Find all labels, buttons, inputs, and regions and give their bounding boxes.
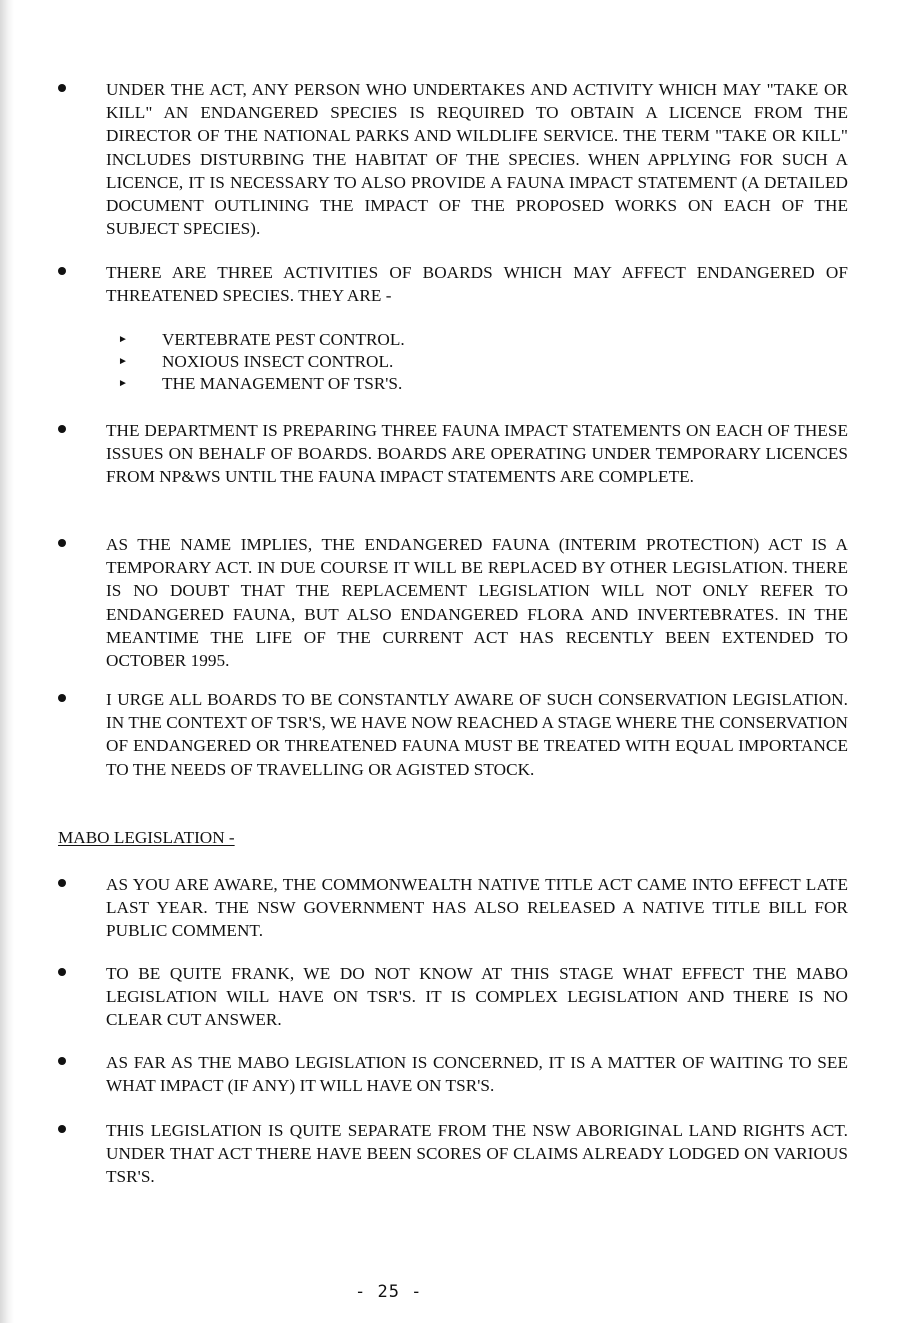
bullet-text: THERE ARE THREE ACTIVITIES OF BOARDS WHICH MAY AFFECT ENDANGERED OF THREATENED SPECIES. THEY ARE -: [106, 263, 848, 306]
bullet-text: THE DEPARTMENT IS PREPARING THREE FAUNA IMPACT STATEMENTS ON EACH OF THESE ISSUES ON BEHALF OF BOARDS. BOARDS ARE OPERATING UNDER TEMPORARY LICENCES FROM NP&WS UNTIL THE FAUNA IMPACT STATEMENTS ARE COMPLETE.: [106, 421, 848, 487]
arrow-right-icon: ►: [118, 356, 128, 367]
bullet-item: [58, 1119, 848, 1189]
sub-list: [118, 329, 618, 395]
bullet-item: [58, 962, 848, 1032]
bullet-dot-icon: [58, 1125, 66, 1133]
bullet-dot-icon: [58, 694, 66, 702]
section-heading: MABO LEGISLATION -: [58, 828, 235, 847]
bullet-text: I URGE ALL BOARDS TO BE CONSTANTLY AWARE OF SUCH CONSERVATION LEGISLATION. IN THE CONTEXT OF TSR'S, WE HAVE NOW REACHED A STAGE WHERE THE CONSERVATION OF ENDANGERED OR THREATENED FAUNA MUST BE TREATED WITH EQUAL IMPORTANCE TO THE NEEDS OF TRAVELLING OR AGISTED STOCK.: [106, 690, 848, 779]
sub-list-item: [118, 329, 618, 351]
bullet-dot-icon: [58, 267, 66, 275]
arrow-right-icon: ►: [118, 378, 128, 389]
bullet-dot-icon: [58, 879, 66, 887]
bullet-item: [58, 1051, 848, 1099]
sub-list-item: [118, 351, 618, 373]
bullet-dot-icon: [58, 425, 66, 433]
bullet-text: TO BE QUITE FRANK, WE DO NOT KNOW AT THIS STAGE WHAT EFFECT THE MABO LEGISLATION WILL HAVE ON TSR'S. IT IS COMPLEX LEGISLATION AND THERE IS NO CLEAR CUT ANSWER.: [106, 964, 848, 1030]
sub-list-item-text: VERTEBRATE PEST CONTROL.: [162, 330, 405, 349]
bullet-item: [58, 261, 848, 309]
bullet-dot-icon: [58, 539, 66, 547]
bullet-dot-icon: [58, 968, 66, 976]
bullet-item: [58, 419, 848, 513]
page-number: - 25 -: [355, 1282, 423, 1302]
bullet-text: AS YOU ARE AWARE, THE COMMONWEALTH NATIVE TITLE ACT CAME INTO EFFECT LATE LAST YEAR. THE NSW GOVERNMENT HAS ALSO RELEASED A NATIVE TITLE BILL FOR PUBLIC COMMENT.: [106, 875, 848, 941]
bullet-item: [58, 688, 848, 804]
arrow-right-icon: ►: [118, 334, 128, 345]
bullet-text: AS FAR AS THE MABO LEGISLATION IS CONCERNED, IT IS A MATTER OF WAITING TO SEE WHAT IMPACT (IF ANY) IT WILL HAVE ON TSR'S.: [106, 1053, 848, 1096]
bullet-dot-icon: [58, 84, 66, 92]
sub-list-item-text: NOXIOUS INSECT CONTROL.: [162, 352, 394, 371]
sub-list-item: [118, 373, 618, 395]
bullet-text: UNDER THE ACT, ANY PERSON WHO UNDERTAKES AND ACTIVITY WHICH MAY "TAKE OR KILL" AN ENDANGERED SPECIES IS REQUIRED TO OBTAIN A LICENCE FROM THE DIRECTOR OF THE NATIONAL PARKS AND WILDLIFE SERVICE. THE TERM "TAKE OR KILL" INCLUDES DISTURBING THE HABITAT OF THE SPECIES. WHEN APPLYING FOR SUCH A LICENCE, IT IS NECESSARY TO ALSO PROVIDE A FAUNA IMPACT STATEMENT (A DETAILED DOCUMENT OUTLINING THE IMPACT OF THE PROPOSED WORKS ON EACH OF THE SUBJECT SPECIES).: [106, 80, 848, 239]
sub-list-item-text: THE MANAGEMENT OF TSR'S.: [162, 374, 403, 393]
bullet-dot-icon: [58, 1057, 66, 1065]
bullet-item: [58, 873, 848, 943]
bullet-item: [58, 533, 848, 673]
bullet-text: THIS LEGISLATION IS QUITE SEPARATE FROM THE NSW ABORIGINAL LAND RIGHTS ACT. UNDER THAT ACT THERE HAVE BEEN SCORES OF CLAIMS ALREADY LODGED ON VARIOUS TSR'S.: [106, 1121, 848, 1187]
bullet-item: [58, 78, 848, 240]
bullet-text: AS THE NAME IMPLIES, THE ENDANGERED FAUNA (INTERIM PROTECTION) ACT IS A TEMPORARY ACT. IN DUE COURSE IT WILL BE REPLACED BY OTHER LEGISLATION. THERE IS NO DOUBT THAT THE REPLACEMENT LEGISLATION WILL NOT ONLY REFER TO ENDANGERED FAUNA, BUT ALSO ENDANGERED FLORA AND INVERTEBRATES. IN THE MEANTIME THE LIFE OF THE CURRENT ACT HAS RECENTLY BEEN EXTENDED TO OCTOBER 1995.: [106, 535, 848, 671]
